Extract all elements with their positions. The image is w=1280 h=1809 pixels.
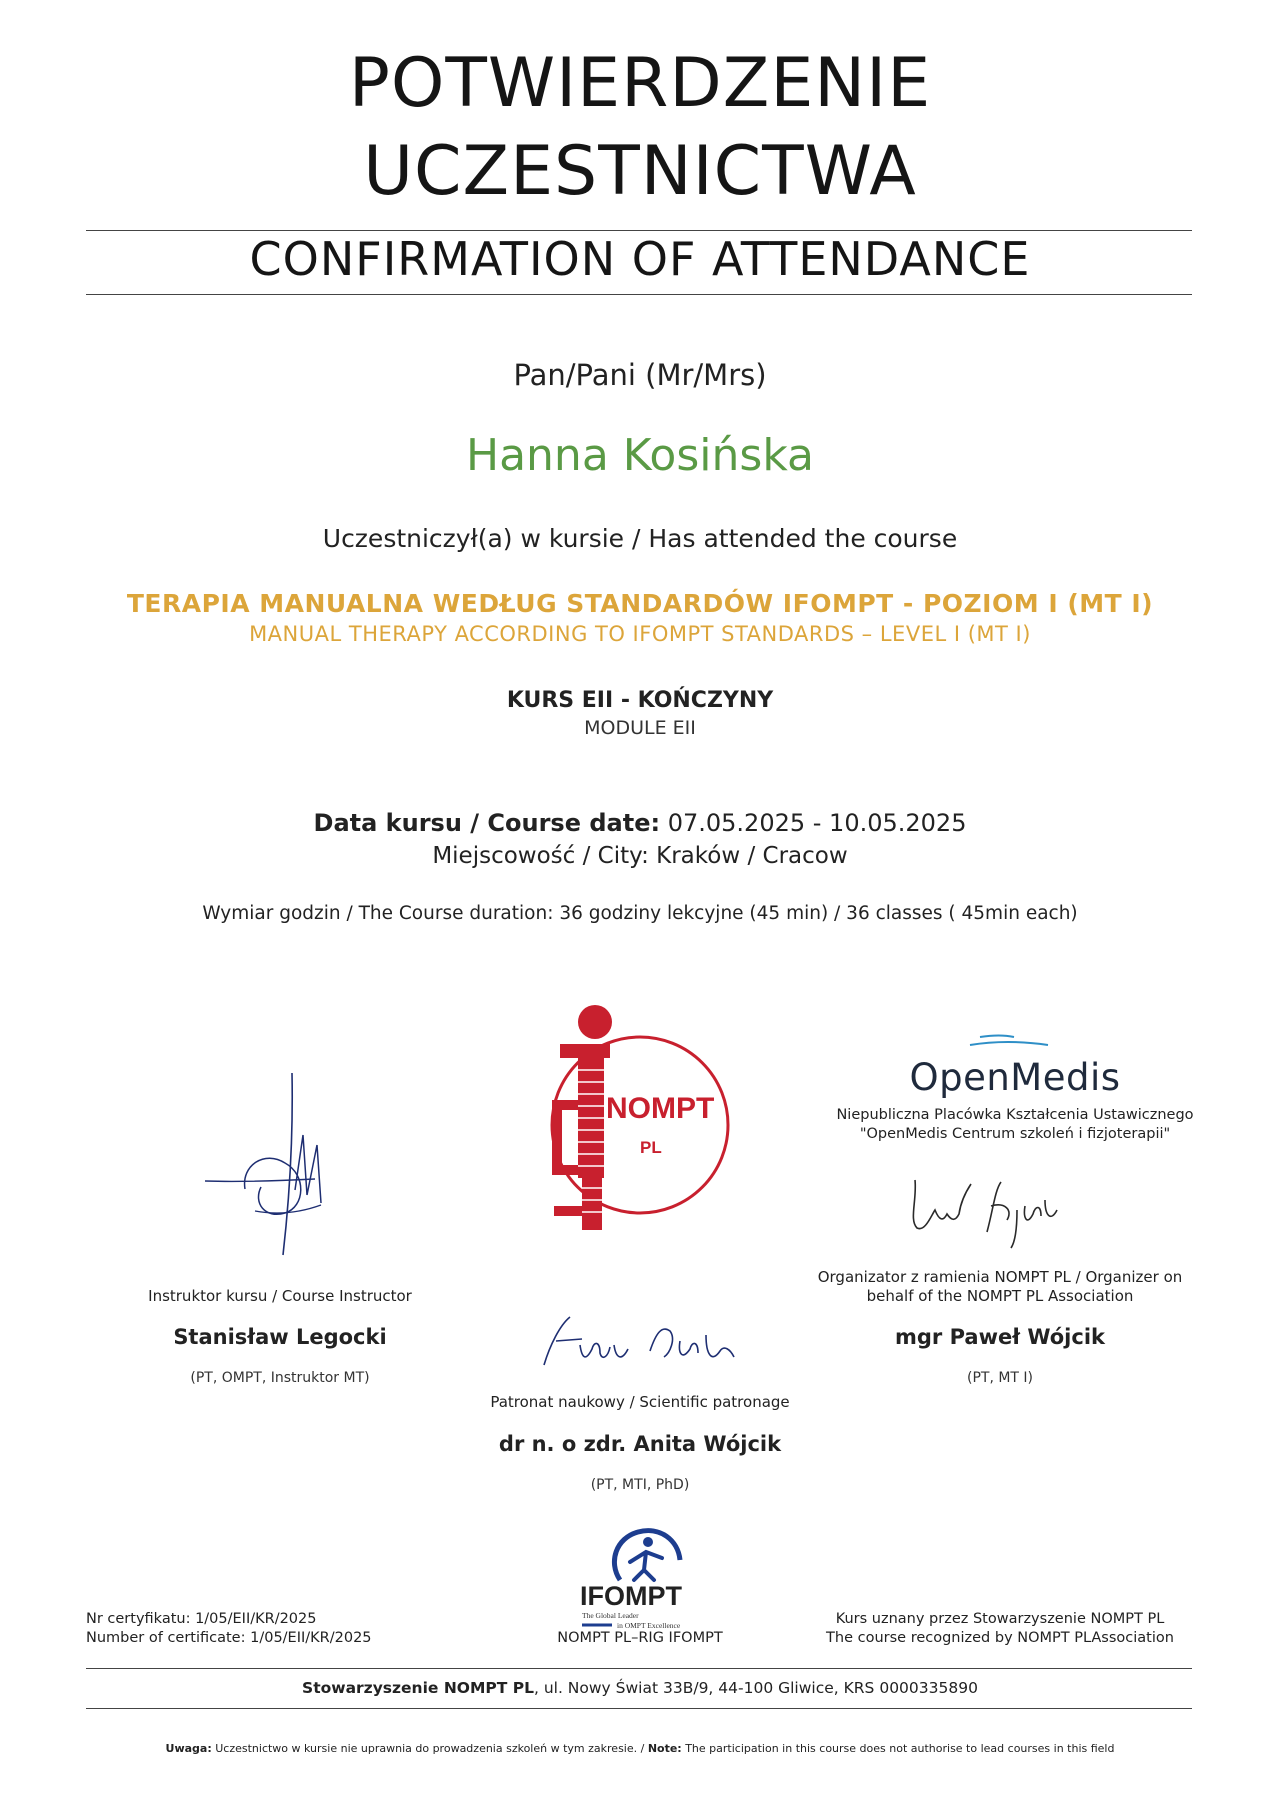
footer-address-text: , ul. Nowy Świat 33B/9, 44-100 Gliwice, KRS 0000335890 [533, 1679, 978, 1697]
course-duration: Wymiar godzin / The Course duration: 36 godziny lekcyjne (45 min) / 36 classes ( 45min each) [202, 903, 1078, 924]
instructor-signature [195, 1065, 365, 1265]
nompt-logo-text: NOMPT [606, 1092, 715, 1125]
footer-rule-top [86, 1668, 1192, 1669]
salutation: Pan/Pani (Mr/Mrs) [513, 358, 767, 392]
notice-label-pl: Uwaga: [165, 1742, 212, 1755]
attended-text: Uczestniczył(a) w kursie / Has attended the course [322, 524, 958, 553]
nompt-logo [540, 1000, 740, 1255]
footer-address [0, 1679, 1280, 1697]
organizer-credentials: (PT, MT I) [966, 1370, 1034, 1386]
course-title-pl: TERAPIA MANUALNA WEDŁUG STANDARDÓW IFOMPT - POZIOM I (MT I) [126, 589, 1154, 618]
footer-org-name: Stowarzyszenie NOMPT PL [302, 1679, 534, 1697]
ifompt-logo-text: IFOMPT [580, 1581, 682, 1611]
patron-label: Patronat naukowy / Scientific patronage [490, 1393, 790, 1411]
nompt-logo-dot [578, 1005, 612, 1039]
recognized-en: The course recognized by NOMPT PLAssociation [826, 1630, 1174, 1646]
organizer-signature [895, 1170, 1095, 1250]
organizer-name: mgr Paweł Wójcik [895, 1325, 1105, 1349]
notice-text-pl: Uczestnictwo w kursie nie uprawnia do prowadzenia szkoleń w tym zakresie. / [211, 1742, 648, 1755]
ifompt-logo-head [643, 1537, 653, 1547]
ifompt-logo-tag-2: in OMPT Excellence [617, 1621, 681, 1630]
openmedis-line-2: "OpenMedis Centrum szkoleń i fizjoterapii" [859, 1126, 1171, 1142]
recipient-name: Hanna Kosińska [466, 430, 814, 481]
nompt-logo-sub: PL [640, 1138, 662, 1157]
notice-label-en: Note: [647, 1742, 682, 1755]
header-rule-top [86, 230, 1192, 231]
openmedis-swoosh-icon [962, 1033, 1052, 1055]
certificate-number-pl: Nr certyfikatu: 1/05/EII/KR/2025 [86, 1611, 317, 1627]
nompt-logo-spine [552, 1044, 610, 1230]
title-line-1: POTWIERDZENIE [348, 44, 932, 123]
course-date [0, 809, 1280, 837]
ifompt-logo-tag-1: The Global Leader [582, 1611, 639, 1620]
course-city: Miejscowość / City: Kraków / Cracow [432, 843, 848, 869]
instructor-label: Instruktor kursu / Course Instructor [148, 1287, 412, 1305]
openmedis-line-1: Niepubliczna Placówka Kształcenia Ustawicznego [836, 1107, 1194, 1123]
footer-rule-bottom [86, 1708, 1192, 1709]
header-rule-bottom [86, 294, 1192, 295]
module-title: KURS EII - KOŃCZYNY [506, 688, 774, 713]
course-title-en: MANUAL THERAPY ACCORDING TO IFOMPT STANDARDS – LEVEL I (MT I) [249, 622, 1031, 646]
certificate-number-en: Number of certificate: 1/05/EII/KR/2025 [86, 1630, 372, 1646]
subtitle: CONFIRMATION OF ATTENDANCE [249, 232, 1031, 286]
patron-credentials: (PT, MTI, PhD) [590, 1477, 690, 1493]
notice-text-en: The participation in this course does not authorise to lead courses in this field [681, 1742, 1115, 1755]
instructor-name: Stanisław Legocki [173, 1325, 387, 1349]
openmedis-name: OpenMedis [909, 1056, 1121, 1099]
organizer-label-1: Organizator z ramienia NOMPT PL / Organizer on [817, 1268, 1183, 1286]
ifompt-logo-figure [630, 1552, 662, 1580]
instructor-credentials: (PT, OMPT, Instruktor MT) [190, 1370, 370, 1386]
patron-name: dr n. o zdr. Anita Wójcik [498, 1432, 782, 1456]
module-subtitle: MODULE EII [584, 717, 696, 739]
ifompt-caption: NOMPT PL–RIG IFOMPT [557, 1630, 723, 1646]
ifompt-logo [572, 1522, 712, 1632]
footer-notice [0, 1742, 1280, 1755]
title-line-2: UCZESTNICTWA [363, 132, 917, 211]
course-date-value: 07.05.2025 - 10.05.2025 [667, 809, 967, 837]
organizer-label-2: behalf of the NOMPT PL Association [866, 1287, 1134, 1305]
patron-signature [530, 1305, 750, 1375]
course-date-label: Data kursu / Course date: [313, 809, 661, 837]
recognized-pl: Kurs uznany przez Stowarzyszenie NOMPT PL [835, 1611, 1165, 1627]
